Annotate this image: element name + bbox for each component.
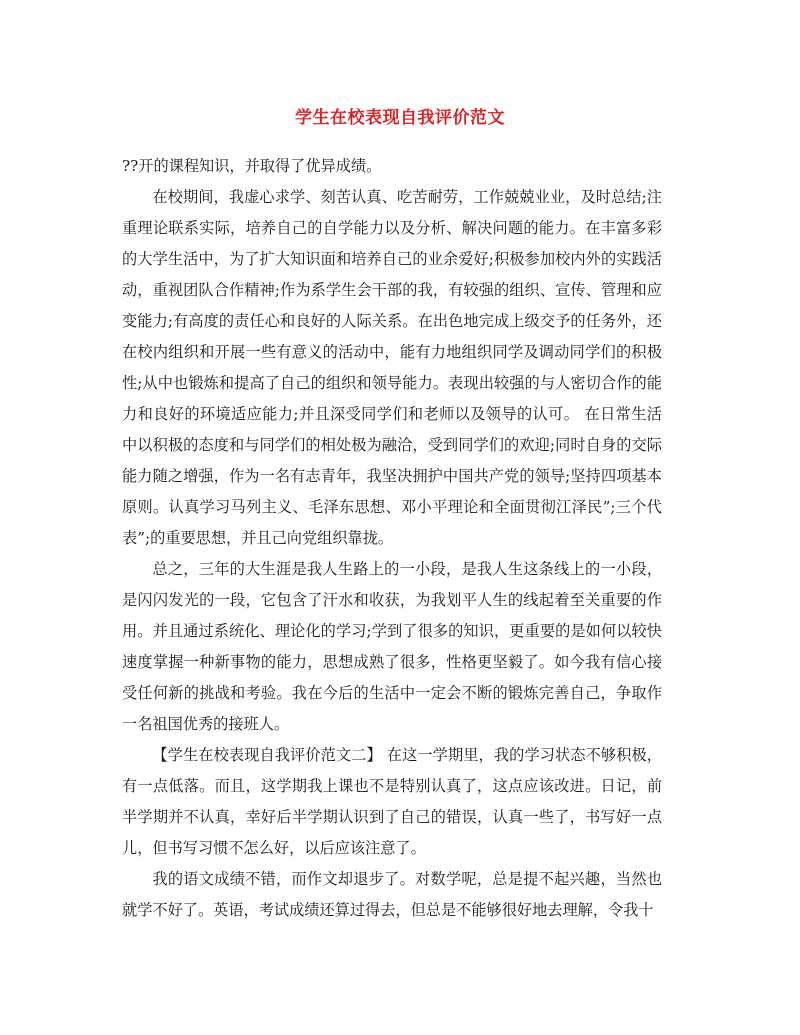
- paragraph: 【学生在校表现自我评价范文二】 在这一学期里，我的学习状态不够积极，有一点低落。而且，这学期我上课也不是特别认真了，这点应该改进。日记，前半学期并不认真，幸好后半学期认识到了自己的错误，认真一些了，书写好一点儿，但书写习惯不怎么好，以后应该注意了。: [122, 746, 662, 857]
- paragraph: 在校期间，我虚心求学、刻苦认真、吃苦耐劳，工作兢兢业业，及时总结;注重理论联系实际，培养自己的自学能力以及分析、解决问题的能力。在丰富多彩的大学生活中，为了扩大知识面和培养自己的业余爱好;积极参加校内外的实践活动，重视团队合作精神;作为系学生会干部的我，有较强的组织、宣传、管理和应变能力;有高度的责任心和良好的人际关系。在出色地完成上级交予的任务外，还在校内组织和开展一些有意义的活动中，能有力地组织同学及调动同学们的积极性;从中也锻炼和提高了自己的组织和领导能力。表现出较强的与人密切合作的能力和良好的环境适应能力;并且深受同学们和老师以及领导的认可。 在日常生活中以积极的态度和与同学们的相处极为融洽，受到同学们的欢迎;同时自身的交际能力随之增强，作为一名有志青年，我坚决拥护中国共产党的领导;坚持四项基本原则。认真学习马列主义、毛泽东思想、邓小平理论和全面贯彻江泽民”;三个代表”;的重要思想，并且己向党组织靠拢。: [122, 188, 662, 547]
- document-body: [122, 151, 662, 926]
- paragraph: ??开的课程知识，并取得了优异成绩。: [122, 157, 382, 175]
- paragraph: 我的语文成绩不错，而作文却退步了。对数学呢，总是提不起兴趣，当然也就学不好了。英语，考试成绩还算过得去，但总是不能够很好地去理解，令我十: [122, 870, 662, 919]
- paragraph: 总之，三年的大生涯是我人生路上的一小段，是我人生这条线上的一小段，是闪闪发光的一段，它包含了汗水和收获，为我划平人生的线起着至关重要的作用。并且通过系统化、理论化的学习;学到了很多的知识，更重要的是如何以较快速度掌握一种新事物的能力，思想成熟了很多，性格更坚毅了。如今我有信心接受任何新的挑战和考验。我在今后的生活中一定会不断的锻炼完善自己，争取作一名祖国优秀的接班人。: [122, 560, 662, 733]
- document-title: 学生在校表现自我评价范文: [295, 108, 505, 128]
